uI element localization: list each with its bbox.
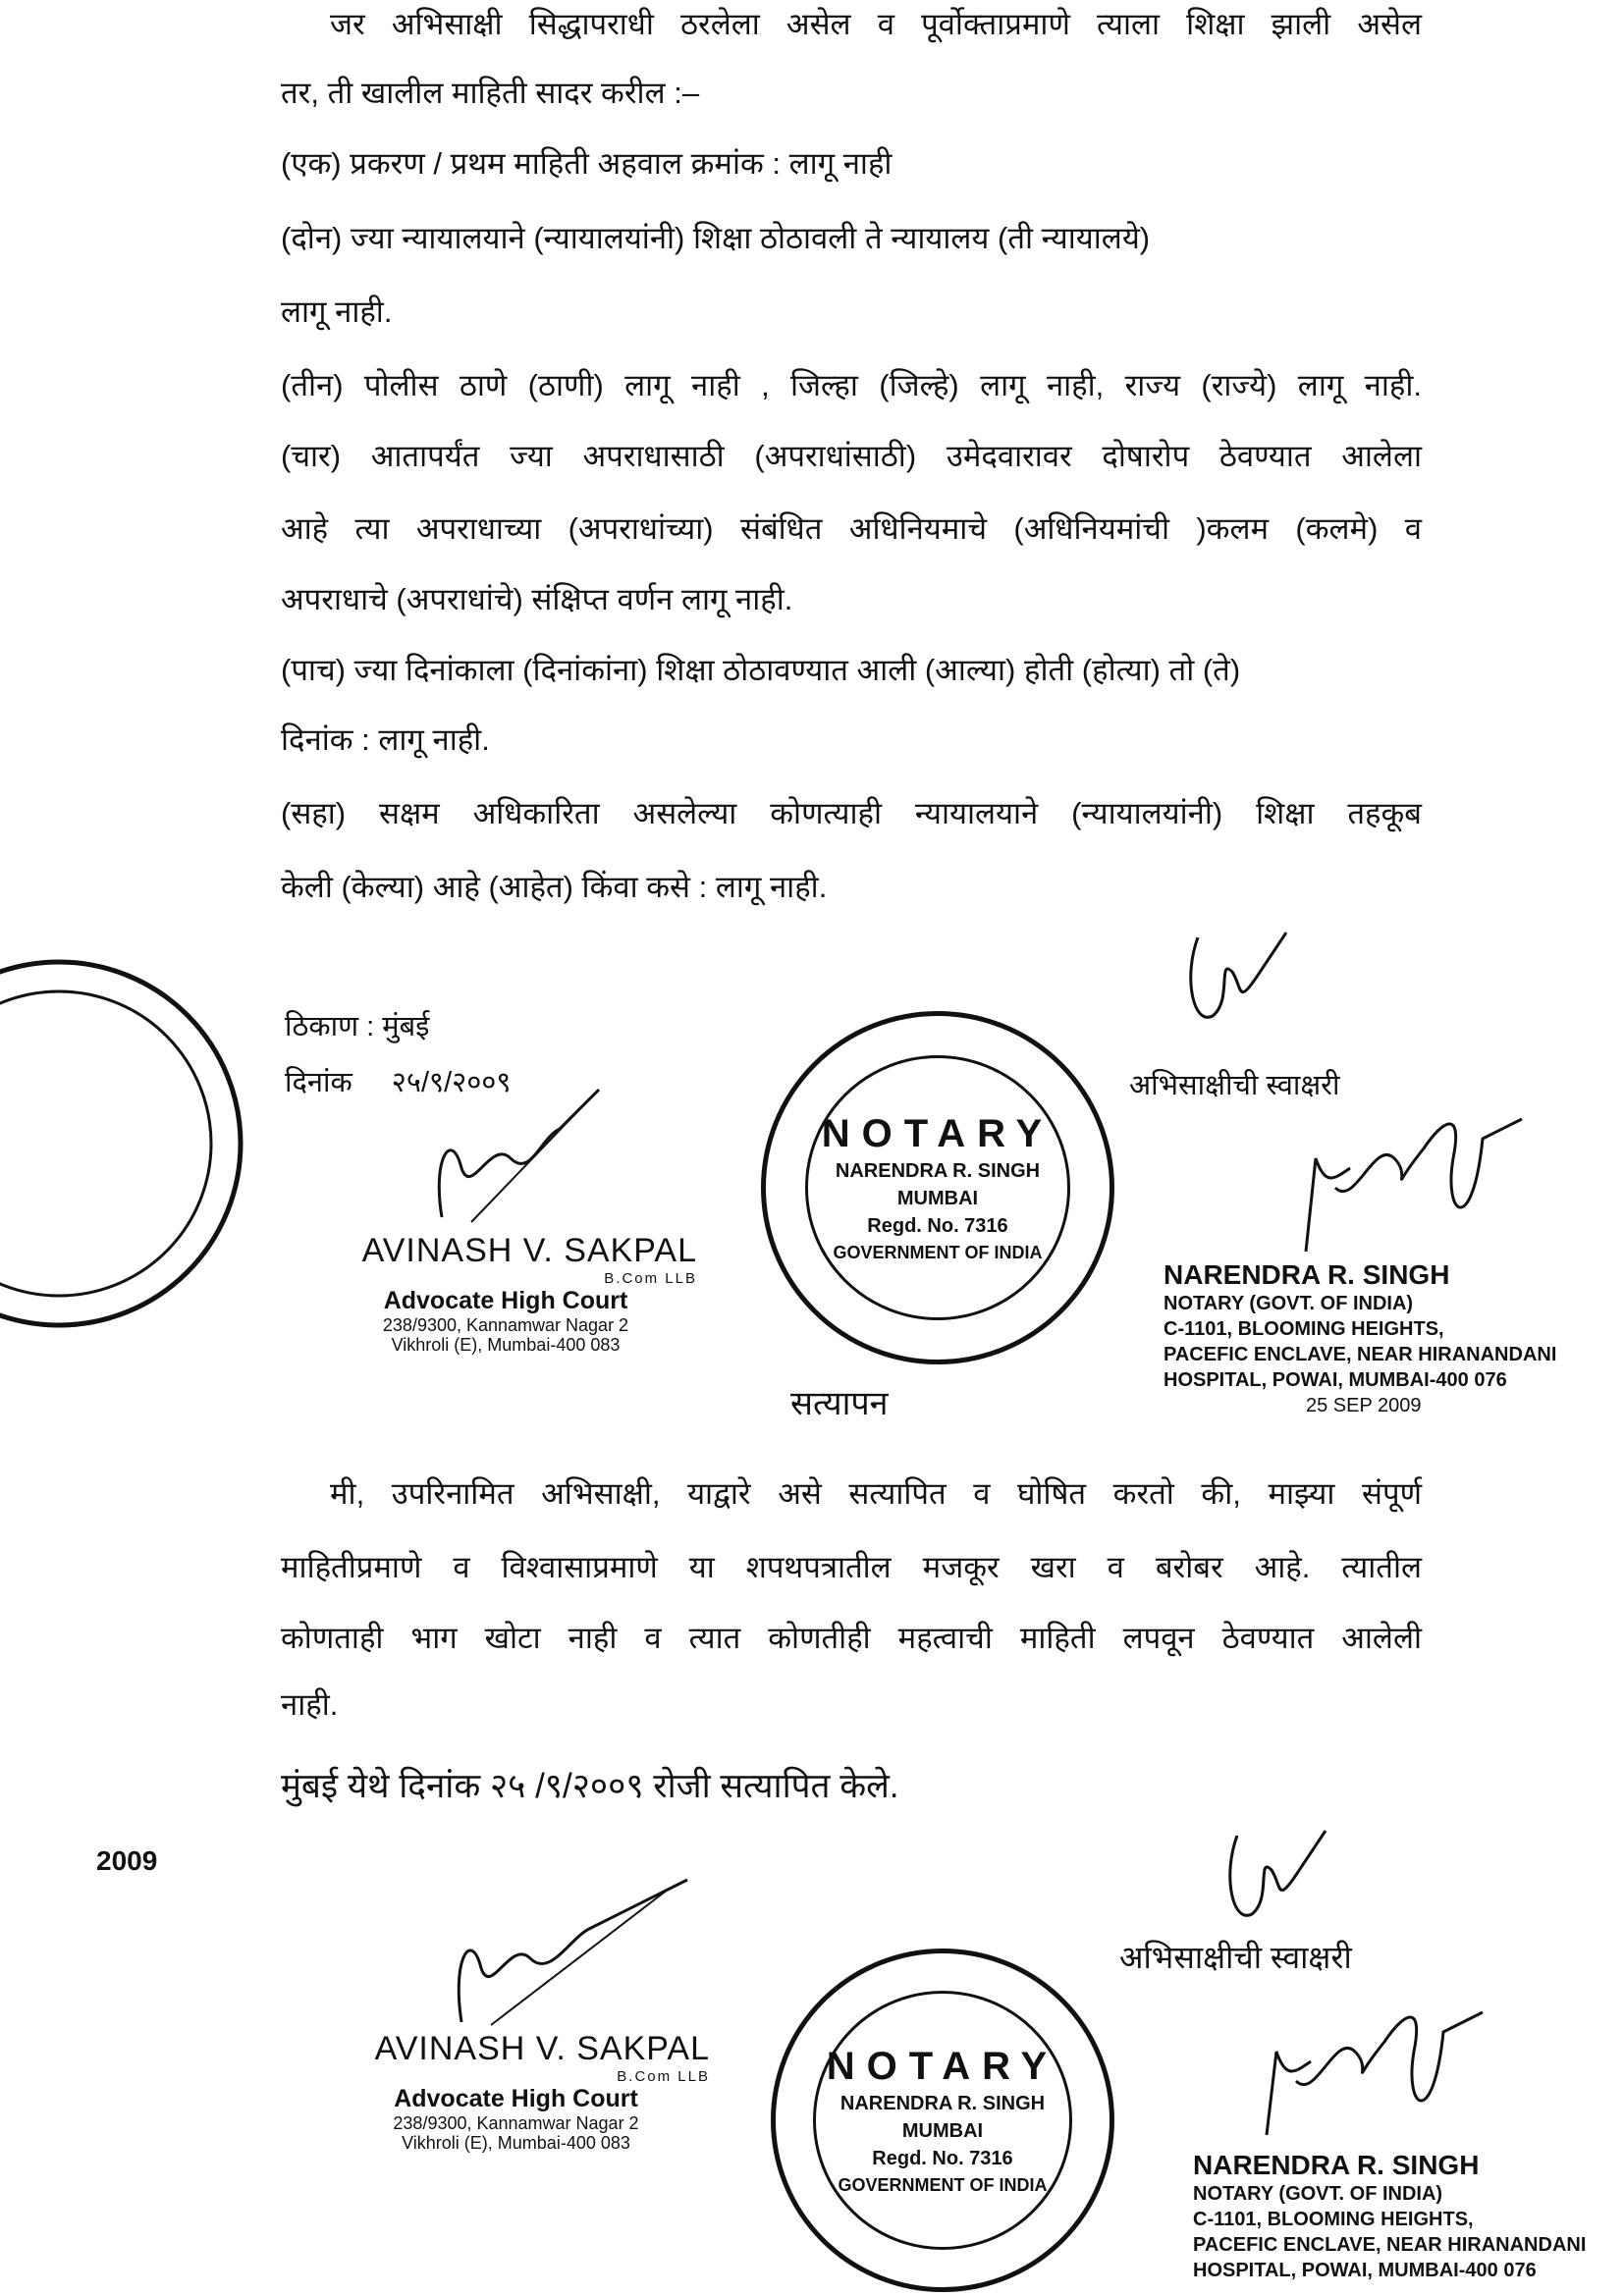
item-line: (सहा) सक्षम अधिकारिता असलेल्या कोणत्याही न्यायालयाने (न्यायालयांनी) शिक्षा तहकूब [281, 796, 1422, 830]
date-label: दिनांक [285, 1067, 352, 1098]
item-line: लागू नाही. [281, 294, 393, 329]
item-line: (चार) आतापर्यंत ज्या अपराधासाठी (अपराधांसाठी) उमेदवारावर दोषारोप ठेवण्यात आलेला [281, 439, 1422, 473]
notary-seal-name: NARENDRA R. SINGH [839, 2093, 1046, 2114]
advocate-title: Advocate High Court [383, 1287, 628, 1314]
advocate-address: 238/9300, Kannamwar Nagar 2 [382, 1315, 629, 1335]
notary-seal-city: MUMBAI [901, 2120, 984, 2142]
advocate-signature [422, 1870, 697, 2027]
notary-stamp-address: PACEFIC ENCLAVE, NEAR HIRANANDANI [1193, 2234, 1587, 2256]
notary-stamp-name: NARENDRA R. SINGH [1193, 2150, 1480, 2180]
notary-seal [761, 1011, 1114, 1364]
advocate-degree: B.Com LLB [617, 2068, 710, 2085]
margin-year: 2009 [96, 1845, 158, 1876]
advocate-degree: B.Com LLB [604, 1270, 697, 1287]
notary-seal-bottom: GOVERNMENT OF INDIA [833, 1243, 1043, 1262]
item-line: (पाच) ज्या दिनांकाला (दिनांकांना) शिक्षा ठोठावण्यात आली (आल्या) होती (होत्या) तो (ते) [281, 653, 1241, 687]
notary-seal-name: NARENDRA R. SINGH [835, 1160, 1041, 1182]
advocate-address: 238/9300, Kannamwar Nagar 2 [393, 2113, 639, 2133]
deponent-signature-label: अभिसाक्षीची स्वाक्षरी [1119, 1940, 1352, 1975]
notary-seal-reg: Regd. No. 7316 [872, 2148, 1013, 2169]
notary-stamp-address: HOSPITAL, POWAI, MUMBAI-400 076 [1164, 1369, 1507, 1391]
deponent-signature [1218, 1816, 1345, 1929]
date-value: २५/९/२००९ [391, 1067, 512, 1098]
advocate-address: Vikhroli (E), Mumbai-400 083 [391, 1335, 621, 1355]
item-line: आहे त्या अपराधाच्या (अपराधांच्या) संबंधित अधिनियमाचे (अधिनियमांची )कलम (कलमे) व [281, 511, 1422, 546]
advocate-name: AVINASH V. SAKPAL [361, 1232, 697, 1269]
item-line: दिनांक : लागू नाही. [281, 722, 490, 757]
deponent-signature [1178, 918, 1306, 1036]
verification-line: माहितीप्रमाणे व विश्वासाप्रमाणे या शपथपत्रातील मजकूर खरा व बरोबर आहे. त्यातील [281, 1550, 1422, 1584]
verification-heading: सत्यापन [790, 1385, 889, 1422]
notary-stamp-title: NOTARY (GOVT. OF INDIA) [1164, 1293, 1414, 1314]
notary-seal-bottom: GOVERNMENT OF INDIA [838, 2175, 1048, 2195]
intro-line: जर अभिसाक्षी सिद्धापराधी ठरलेला असेल व पूर्वोक्ताप्रमाणे त्याला शिक्षा झाली असेल [330, 7, 1422, 41]
notary-seal-reg: Regd. No. 7316 [867, 1215, 1008, 1237]
notary-signature [1296, 1099, 1542, 1256]
notary-stamp-address: PACEFIC ENCLAVE, NEAR HIRANANDANI [1164, 1344, 1557, 1365]
advocate-title: Advocate High Court [394, 2085, 638, 2112]
notary-seal [771, 1949, 1114, 2292]
notary-seal-city: MUMBAI [896, 1188, 979, 1209]
notary-stamp-address: C-1101, BLOOMING HEIGHTS, [1164, 1318, 1444, 1340]
verification-line: मी, उपरिनामित अभिसाक्षी, याद्वारे असे सत्यापित व घोषित करतो की, माझ्या संपूर्ण [330, 1476, 1422, 1511]
item-line: केली (केल्या) आहे (आहेत) किंवा कसे : लागू नाही. [281, 870, 828, 904]
notary-stamp [1193, 2150, 1615, 2283]
item-line: अपराधाचे (अपराधांचे) संक्षिप्त वर्णन लागू नाही. [281, 582, 793, 616]
partial-stamp-left [0, 957, 245, 1330]
advocate-signature [412, 1080, 609, 1227]
notary-stamp-address: C-1101, BLOOMING HEIGHTS, [1193, 2209, 1474, 2230]
advocate-stamp [322, 2030, 710, 2153]
item-line: (दोन) ज्या न्यायालयाने (न्यायालयांनी) शिक्षा ठोठावली ते न्यायालय (ती न्यायालये) [281, 221, 1151, 255]
notary-stamp [1164, 1259, 1586, 1418]
notary-seal-top: NOTARY [821, 1112, 1055, 1155]
verification-statement: मुंबई येथे दिनांक २५ /९/२००९ रोजी सत्यापित केले. [281, 1767, 899, 1805]
item-line: (तीन) पोलीस ठाणे (ठाणी) लागू नाही , जिल्हा (जिल्हे) लागू नाही, राज्य (राज्ये) लागू नाही. [281, 368, 1422, 402]
notary-seal-top: NOTARY [826, 2045, 1059, 2088]
notary-stamp-date: 25 SEP 2009 [1306, 1395, 1422, 1416]
advocate-stamp [314, 1232, 697, 1355]
item-line: (एक) प्रकरण / प्रथम माहिती अहवाल क्रमांक : लागू नाही [281, 146, 893, 181]
deponent-signature-label: अभिसाक्षीची स्वाक्षरी [1129, 1070, 1340, 1101]
notary-stamp-title: NOTARY (GOVT. OF INDIA) [1193, 2183, 1443, 2205]
advocate-address: Vikhroli (E), Mumbai-400 083 [402, 2133, 630, 2153]
intro-line: तर, ती खालील माहिती सादर करील :– [281, 76, 700, 110]
verification-line: कोणताही भाग खोटा नाही व त्यात कोणतीही महत्वाची माहिती लपवून ठेवण्यात आलेली [281, 1621, 1422, 1655]
notary-signature [1257, 1993, 1502, 2140]
notary-stamp-name: NARENDRA R. SINGH [1164, 1259, 1450, 1290]
place-label: ठिकाण : मुंबई [285, 1011, 430, 1042]
advocate-name: AVINASH V. SAKPAL [374, 2030, 710, 2067]
verification-line: नाही. [281, 1687, 339, 1722]
notary-stamp-address: HOSPITAL, POWAI, MUMBAI-400 076 [1193, 2260, 1537, 2281]
